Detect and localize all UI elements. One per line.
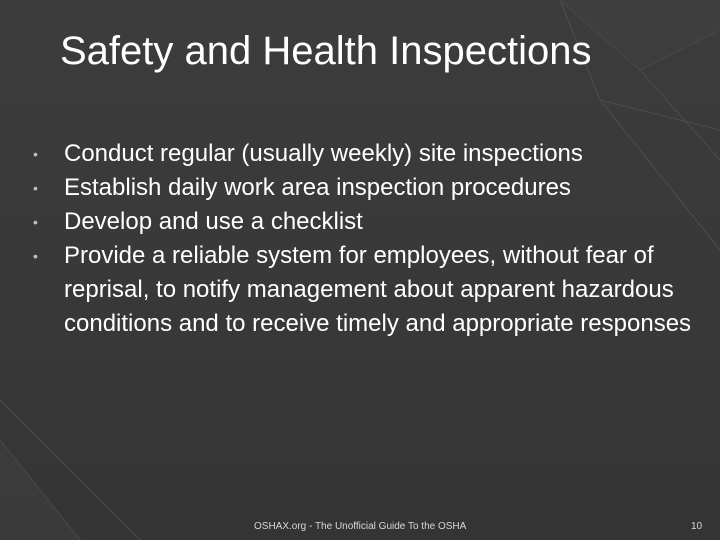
slide-title: Safety and Health Inspections — [60, 29, 592, 73]
bullet-icon: • — [33, 214, 38, 230]
bullet-icon: • — [33, 248, 38, 264]
page-number: 10 — [691, 521, 703, 532]
decorative-facet — [0, 440, 80, 540]
bullet-text: Conduct regular (usually weekly) site inspections — [64, 140, 583, 167]
bullet-icon: • — [33, 180, 38, 196]
bullet-item — [0, 239, 700, 341]
bullet-item — [0, 205, 700, 239]
bullet-item — [0, 171, 700, 205]
bullet-text: Develop and use a checklist — [64, 208, 363, 235]
bullet-list — [0, 137, 700, 341]
bullet-text: Establish daily work area inspection procedures — [64, 174, 571, 201]
slide-footer: OSHAX.org - The Unofficial Guide To the OSHA — [254, 521, 467, 532]
bullet-icon: • — [33, 146, 38, 162]
bullet-text: Provide a reliable system for employees, without fear of reprisal, to notify management about apparent hazardous conditions and to receive timely and appropriate responses — [64, 242, 692, 337]
bullet-item — [0, 137, 700, 171]
